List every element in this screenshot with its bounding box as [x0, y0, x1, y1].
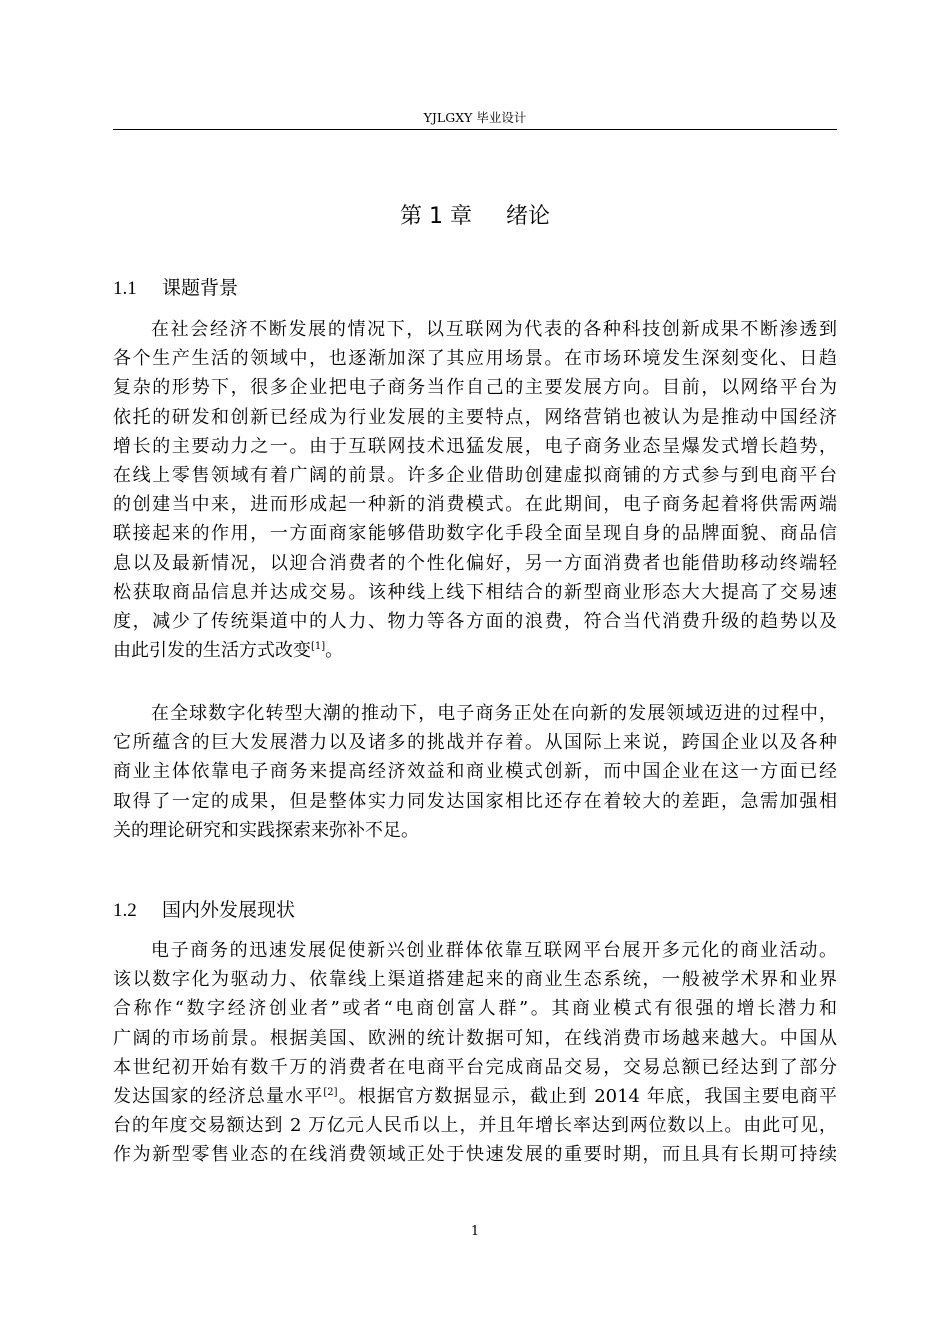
text-line: 在社会经济不断发展的情况下，以互联网为代表的各种科技创新成果不断渗透到 [151, 319, 837, 340]
text-fragment: 。 [325, 640, 344, 662]
text-line: 广阔的市场前景。根据美国、欧洲的统计数据可知，在线消费市场越来越大。中国从 [113, 1027, 837, 1049]
chapter-number: 第 1 章 [400, 204, 472, 229]
running-header: YJLGXY 毕业设计 [423, 110, 527, 125]
text-line: 息以及最新情况，以迎合消费者的个性化偏好，另一方面消费者也能借助移动终端轻 [113, 552, 837, 574]
header-rule [113, 129, 837, 130]
text-line: 松获取商品信息并达成交易。该种线上线下相结合的新型商业形态大大提高了交易速 [113, 581, 837, 603]
text-line: 本世纪初开始有数千万的消费者在电商平台完成商品交易，交易总额已经达到了部分 [113, 1056, 837, 1078]
paragraph-1 [113, 315, 837, 665]
text-line [113, 1082, 837, 1111]
text-line: 商业主体依靠电子商务来提高经济效益和商业模式创新，而中国企业在这一方面已经 [113, 761, 837, 783]
section-title: 课题背景 [162, 277, 239, 299]
text-line: 在线上零售领域有着广阔的前景。许多企业借助创建虚拟商铺的方式参与到电商平台 [113, 464, 837, 486]
chapter-name: 绪论 [505, 204, 550, 229]
text-line: 取得了一定的成果，但是整体实力同发达国家相比还存在着较大的差距，急需加强相 [113, 790, 837, 812]
text-line: 电子商务的迅速发展促使新兴创业群体依靠互联网平台展开多元化的商业活动。 [151, 940, 837, 961]
text-line: 的创建当中来，进而形成起一种新的消费模式。在此期间，电子商务起着将供需两端 [113, 494, 837, 516]
citation: [1] [311, 641, 326, 653]
page-number: 1 [470, 1224, 480, 1239]
text-fragment: 。根据官方数据显示，截止到 2014 年底，我国主要电商平 [337, 1085, 838, 1107]
text-line: 作为新型零售业态的在线消费领域正处于快速发展的重要时期，而且具有长期可持续 [113, 1144, 837, 1166]
text-fragment: 由此引发的生活方式改变 [113, 640, 311, 662]
section-heading [113, 276, 238, 301]
text-line: 在全球数字化转型大潮的推动下，电子商务正处在向新的发展领域迈进的过程中， [151, 703, 837, 724]
text-line: 复杂的形势下，很多企业把电子商务当作自己的主要发展方向。目前，以网络平台为 [113, 377, 837, 399]
section-heading [113, 898, 295, 923]
text-line-last [113, 636, 837, 665]
paragraph-3 [113, 936, 837, 1170]
text-line: 联接起来的作用，一方面商家能够借助数字化手段全面呈现自身的品牌面貌、商品信 [113, 523, 837, 545]
section-number: 1.1 [113, 278, 137, 299]
text-fragment: 发达国家的经济总量水平 [113, 1085, 324, 1107]
text-line: 增长的主要动力之一。由于互联网技术迅猛发展，电子商务业态呈爆发式增长趋势， [113, 435, 837, 457]
section-number: 1.2 [113, 900, 137, 921]
text-line: 该以数字化为驱动力、依靠线上渠道搭建起来的商业生态系统，一般被学术界和业界 [113, 969, 837, 991]
section-title: 国内外发展现状 [162, 899, 296, 921]
text-line: 台的年度交易额达到 2 万亿元人民币以上，并且年增长率达到两位数以上。由此可见， [113, 1115, 837, 1137]
text-line: 合称作“数字经济创业者”或者“电商创富人群”。其商业模式有很强的增长潜力和 [113, 998, 837, 1020]
chapter-title [0, 203, 950, 231]
text-line: 度，减少了传统渠道中的人力、物力等各方面的浪费，符合当代消费升级的趋势以及 [113, 610, 837, 632]
paragraph-2 [113, 699, 837, 845]
text-line: 依托的研发和创新已经成为行业发展的主要特点，网络营销也被认为是推动中国经济 [113, 406, 837, 428]
text-line: 各个生产生活的领域中，也逐渐加深了其应用场景。在市场环境发生深刻变化、日趋 [113, 348, 837, 370]
citation: [2] [323, 1086, 338, 1098]
text-line: 关的理论研究和实践探索来弥补不足。 [113, 819, 419, 841]
text-line: 它所蕴含的巨大发展潜力以及诸多的挑战并存着。从国际上来说，跨国企业以及各种 [113, 732, 837, 754]
